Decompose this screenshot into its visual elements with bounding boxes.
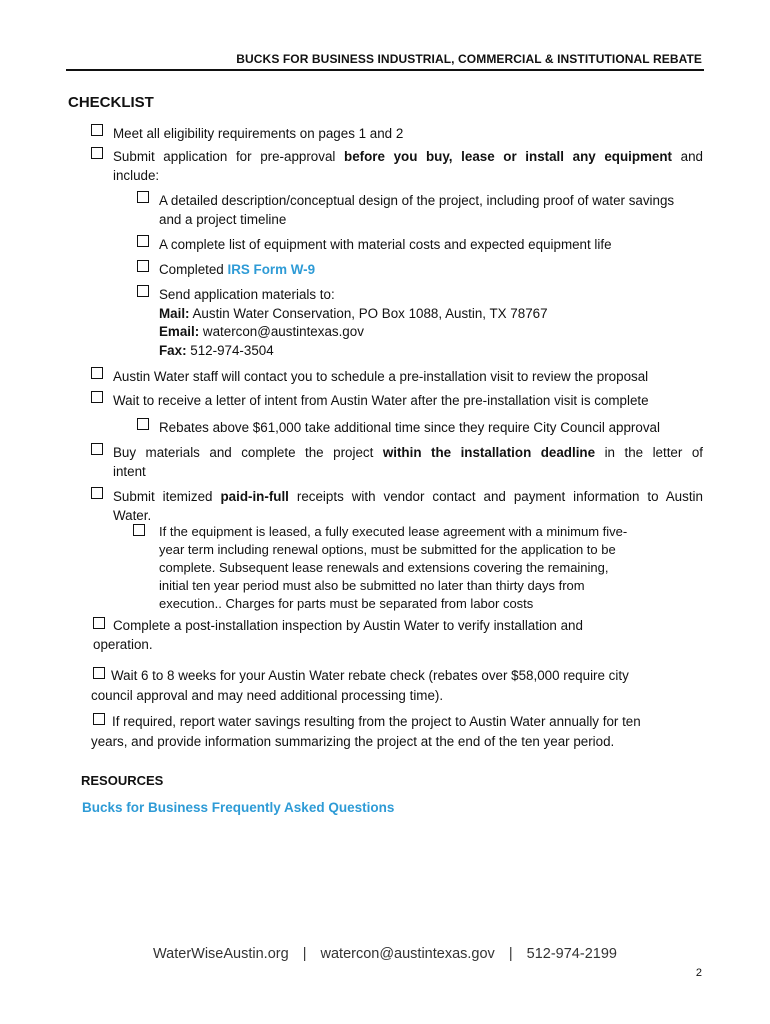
buy-materials-continuation: intent	[113, 464, 146, 479]
buy-materials-emphasis: within the installation deadline	[382, 445, 596, 460]
page-number: 2	[695, 967, 702, 979]
checklist-heading: CHECKLIST	[68, 94, 154, 111]
subitem-equipment-list: A complete list of equipment with material costs and expected equipment life	[159, 237, 612, 252]
fax-label: Fax:	[159, 343, 187, 358]
checkbox-submit-application[interactable]	[91, 147, 103, 159]
checklist-item-buy-materials	[113, 445, 703, 460]
checkbox-buy-materials[interactable]	[91, 443, 103, 455]
fax-number: 512-974-3504	[190, 343, 274, 358]
checklist-item-submit-application	[113, 149, 703, 164]
receipts-text-end: receipts with vendor contact and payment information to Austin	[296, 489, 703, 504]
mail-address-line	[159, 306, 548, 321]
receipts-continuation: Water.	[113, 508, 152, 523]
checkbox-rebates-council[interactable]	[137, 418, 149, 430]
subitem-lease-line-1: If the equipment is leased, a fully executed lease agreement with a minimum five-	[159, 524, 628, 539]
email-address-line	[159, 324, 364, 339]
submit-application-text-end: and	[680, 149, 703, 164]
inspection-continuation: operation.	[93, 637, 153, 652]
report-savings-continuation: years, and provide information summarizing the project at the end of the ten year period.	[91, 734, 615, 749]
document-header-title: BUCKS FOR BUSINESS INDUSTRIAL, COMMERCIAL & INSTITUTIONAL REBATE	[236, 52, 702, 66]
receipts-text: Submit itemized	[113, 489, 213, 504]
subitem-project-description: A detailed description/conceptual design of the project, including proof of water savings	[159, 193, 675, 208]
subitem-lease-line-4: initial ten year period must also be submitted no later than thirty days from	[159, 578, 585, 593]
wait-check-continuation: council approval and may need additional processing time).	[91, 688, 444, 703]
receipts-emphasis: paid-in-full	[220, 489, 289, 504]
checklist-item-report-savings: If required, report water savings resulting from the project to Austin Water annually for ten	[112, 714, 641, 729]
checkbox-inspection[interactable]	[93, 617, 105, 629]
irs-form-w9-link[interactable]: IRS Form W-9	[227, 262, 316, 277]
checkbox-eligibility[interactable]	[91, 124, 103, 136]
checkbox-report-savings[interactable]	[93, 713, 105, 725]
checkbox-staff-contact[interactable]	[91, 367, 103, 379]
footer-separator: |	[302, 946, 307, 962]
irs-form-text: Completed	[159, 262, 224, 277]
checkbox-irs-form[interactable]	[137, 260, 149, 272]
fax-number-line	[159, 343, 274, 358]
faq-link[interactable]: Bucks for Business Frequently Asked Questions	[82, 800, 395, 815]
checklist-item-wait-check: Wait 6 to 8 weeks for your Austin Water rebate check (rebates over $58,000 require city	[111, 668, 629, 683]
resources-heading: RESOURCES	[81, 773, 164, 788]
checkbox-lease-agreement[interactable]	[133, 524, 145, 536]
mail-address: Austin Water Conservation, PO Box 1088, Austin, TX 78767	[192, 306, 548, 321]
checkbox-wait-check[interactable]	[93, 667, 105, 679]
mail-label: Mail:	[159, 306, 190, 321]
page-footer	[0, 946, 770, 962]
subitem-lease-line-2: year term including renewal options, must be submitted for the application to be	[159, 542, 616, 557]
checkbox-wait-letter[interactable]	[91, 391, 103, 403]
submit-application-continuation: include:	[113, 168, 160, 183]
subitem-rebates-council: Rebates above $61,000 take additional time since they require City Council approval	[159, 420, 660, 435]
subitem-irs-form	[159, 262, 315, 277]
email-address: watercon@austintexas.gov	[202, 324, 364, 339]
checkbox-equipment-list[interactable]	[137, 235, 149, 247]
header-divider	[66, 69, 704, 71]
checklist-item-submit-receipts	[113, 489, 703, 504]
checkbox-send-materials[interactable]	[137, 285, 149, 297]
subitem-lease-line-3: complete. Subsequent lease renewals and extensions covering the remaining,	[159, 560, 609, 575]
footer-separator: |	[508, 946, 513, 962]
checkbox-project-description[interactable]	[137, 191, 149, 203]
footer-phone: 512-974-2199	[526, 946, 617, 962]
checklist-item-inspection: Complete a post-installation inspection by Austin Water to verify installation and	[113, 618, 583, 633]
footer-website-link[interactable]: WaterWiseAustin.org	[153, 946, 289, 962]
buy-materials-text-end: in the letter of	[604, 445, 703, 460]
footer-email-link[interactable]: watercon@austintexas.gov	[320, 946, 495, 962]
email-label: Email:	[159, 324, 200, 339]
checklist-item-eligibility: Meet all eligibility requirements on pages 1 and 2	[113, 126, 404, 141]
checklist-item-wait-letter: Wait to receive a letter of intent from Austin Water after the pre-installation visit is complete	[113, 393, 649, 408]
subitem-project-description-continuation: and a project timeline	[159, 212, 287, 227]
subitem-lease-line-5: execution.. Charges for parts must be separated from labor costs	[159, 596, 534, 611]
submit-application-emphasis: before you buy, lease or install any equipment	[344, 149, 673, 164]
submit-application-text: Submit application for pre-approval	[113, 149, 336, 164]
checklist-item-staff-contact: Austin Water staff will contact you to schedule a pre-installation visit to review the proposal	[113, 369, 649, 384]
buy-materials-text: Buy materials and complete the project	[113, 445, 374, 460]
checkbox-submit-receipts[interactable]	[91, 487, 103, 499]
subitem-send-materials: Send application materials to:	[159, 287, 335, 302]
